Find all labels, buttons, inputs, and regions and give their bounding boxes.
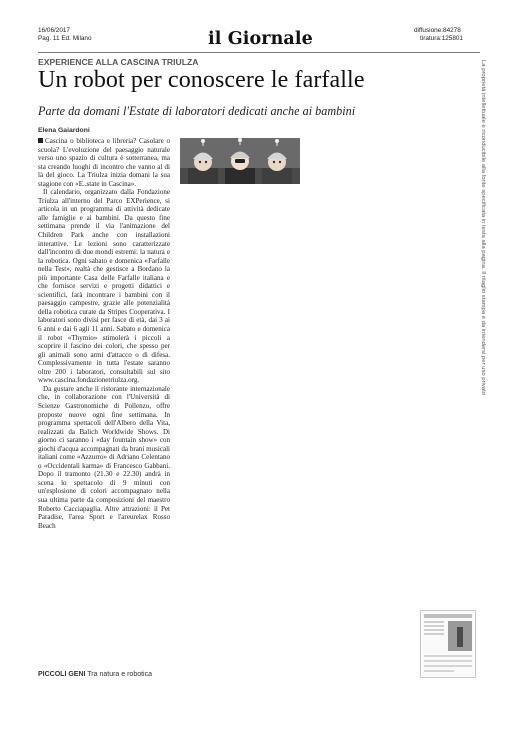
caption-bold: PICCOLI GENI bbox=[38, 671, 86, 678]
copyright-sidebar bbox=[477, 60, 487, 500]
body-paragraph: Il calendario, organizzato dalla Fondazione Triulza all'interno del Parco EXPerience, si articola in un programma di attività dedicate alle famiglie e ai bambini. Da questo fine settimana prende il via l'animazione del Children Park anche con installazioni interattive. Le lezioni sono caratterizzate dall'incontro di due mondi estremi: la natura e la robotica. Ogni sabato e domenica «Farfalle nella Test», realtà che gestisce a Bordano la più importante Casa delle Farfalle italiana e che fornisce servizi e progetti didattici e scientifici, farà incontrare i bambini con il paesaggio campestre, grazie alle potenzialità della robotica curate da Stripes Cooperativa. I laboratori sono divisi per fasce di età, dai 3 ai 6 anni e dai 6 agli 11 anni. Sabato e domenica il robot «Thymio» stimolerà i piccoli a scoprire il fascino dei colori, che spesso per gli animali sono armi d'attacco o di difesa. Complessivamente in tutta l'estate saranno oltre 200 i laboratori, consultabili sul sito www.cascina.fondazionetriulza.org. bbox=[38, 188, 170, 385]
article-photo bbox=[180, 138, 300, 184]
newspaper-masthead: il Giornale bbox=[208, 29, 313, 49]
photo-caption bbox=[38, 671, 152, 678]
copyright-note: La proprietà intellettuale è riconducibile alla fonte specificata in testa alla pagina. Il ritaglio stampa è da intendersi per uso privato bbox=[480, 60, 486, 395]
caption-text: Tra natura e robotica bbox=[87, 671, 153, 678]
article-headline: Un robot per conoscere le farfalle bbox=[38, 67, 365, 93]
distribution-count: diffusione:84278 bbox=[414, 27, 461, 34]
page-thumbnail bbox=[420, 610, 476, 678]
header-divider bbox=[38, 52, 480, 53]
publication-date: 16/06/2017 bbox=[38, 27, 70, 34]
article-subheadline: Parte da domani l'Estate di laboratori dedicati anche ai bambini bbox=[38, 104, 356, 118]
print-run-count: tiratura:125801 bbox=[420, 35, 463, 42]
body-paragraph: Cascina o biblioteca e libreria? Casolare o scuola? L'evoluzione del paesaggio naturale verso uno spazio di cultura è sotterranea, ma sta creando luoghi di incontro che vanno al di là del gioco. La Triulza inizia domani la sua stagione con «E..state in Cascina». bbox=[38, 137, 170, 188]
page-edition: Pag. 11 Ed. Milano bbox=[38, 35, 92, 42]
article-author: Elena Gaiardoni bbox=[38, 127, 90, 134]
body-paragraph: Da gustare anche il ristorante internazionale che, in collaborazione con l'Università di Scienze Gastronomiche di Pollenzo, offre proposte nuove ogni fine settimana. In programma spettacoli dell'Albero della Vita, realizzati da Balich Worldwide Shows. Di giorno ci saranno i «day fountain show» con giochi d'acqua accompagnati da brani musicali italiani come «Azzurro» di Adriano Celentano o «Occidentali karma» di Francesco Gabbani. Dopo il tramonto (21.30 e 22.30) andrà in scena lo spettacolo di 9 minuti con un'esplosione di colori accompagnato nella sua ultima parte da composizioni del maestro Roberto Cacciapaglia. Altre attrazioni: il Pet Paradise, l'area Sport e l'areurelax Rosso Beach bbox=[38, 384, 170, 530]
article-kicker: EXPERIENCE ALLA CASCINA TRIULZA bbox=[38, 57, 199, 67]
article-body bbox=[38, 137, 170, 530]
